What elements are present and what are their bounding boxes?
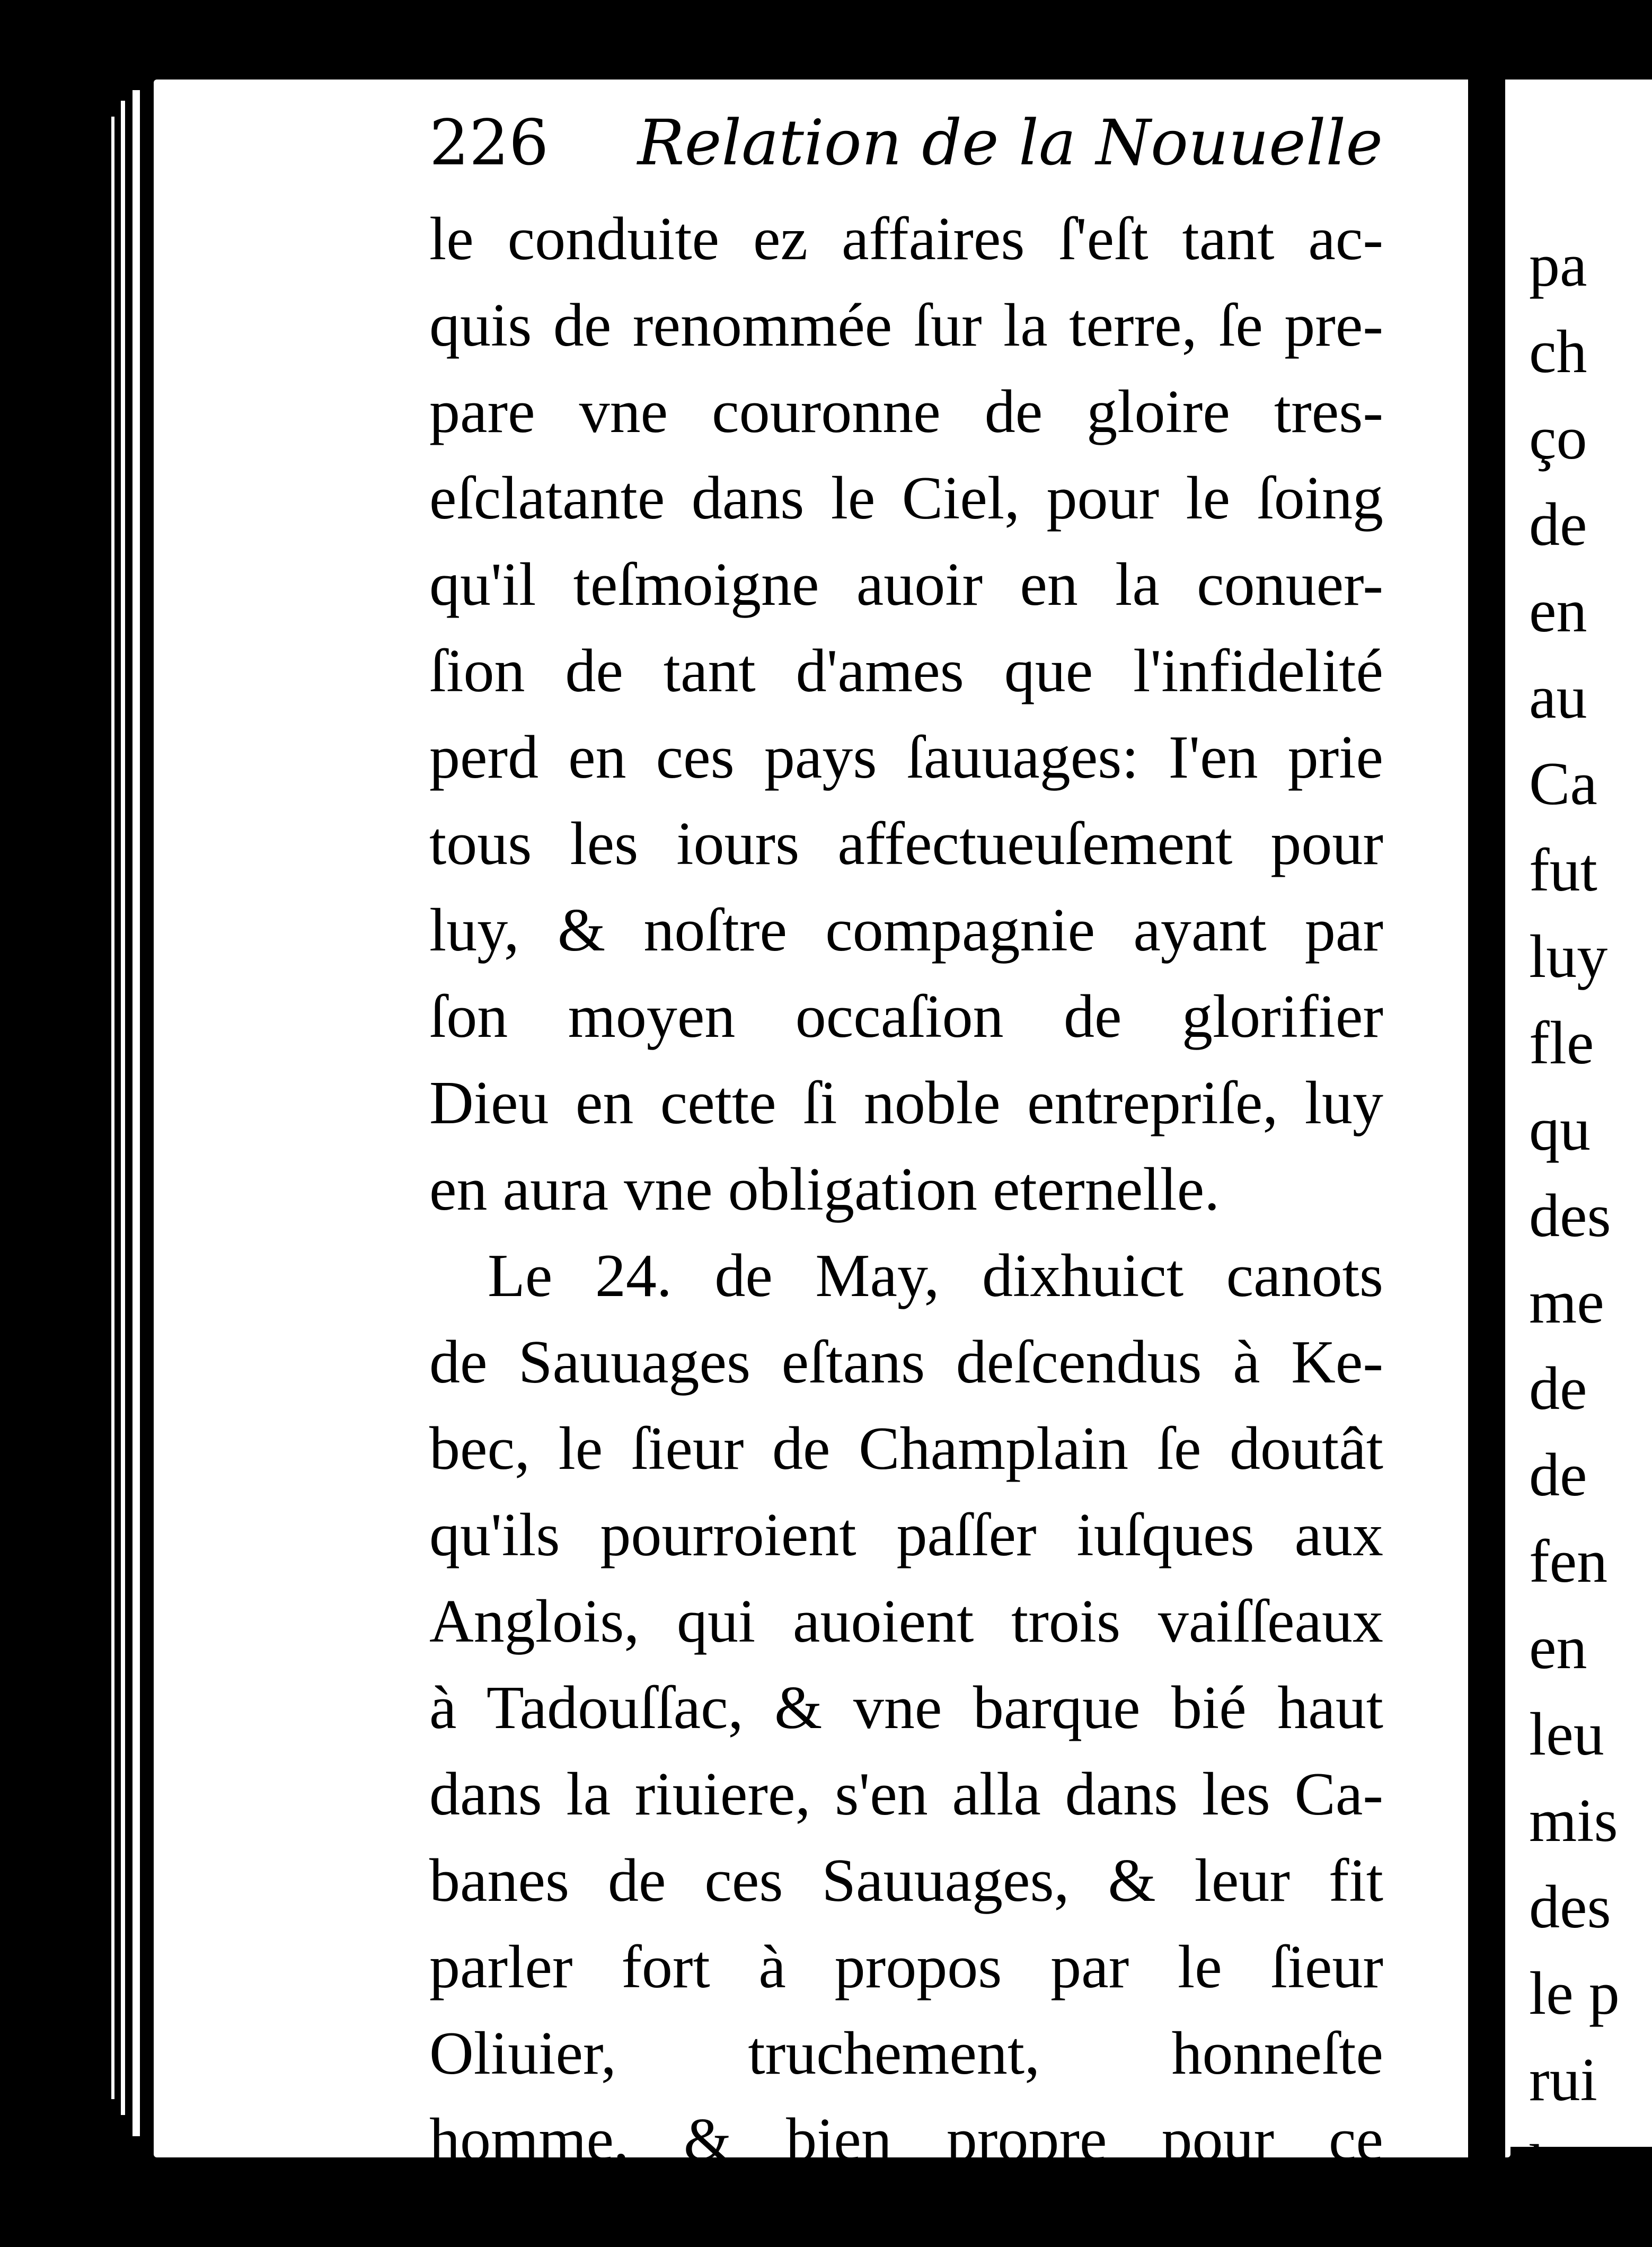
- text-line: pare vne couronne de gloire tres-: [429, 378, 1383, 446]
- page-edge: [111, 117, 114, 2099]
- fragment-line: de: [1529, 491, 1587, 559]
- text-line: qu'il teſmoigne auoir en la conuer-: [429, 551, 1383, 619]
- fragment-line: fen: [1529, 1528, 1608, 1596]
- text-line: Le 24. de May, dixhuict canots: [488, 1242, 1383, 1310]
- fragment-line: fut: [1529, 836, 1597, 904]
- text-line: ſon moyen occaſion de glorifier: [429, 983, 1383, 1051]
- page-edge: [121, 101, 125, 2115]
- fragment-line: des: [1529, 1182, 1611, 1250]
- fragment-line: fle: [1529, 1009, 1594, 1077]
- text-line: Anglois, qui auoient trois vaiſſeaux: [429, 1588, 1383, 1655]
- text-line: en aura vne obligation eternelle.: [429, 1156, 1220, 1223]
- fragment-line: de: [1529, 1441, 1587, 1509]
- running-title: Relation de la Nouuelle: [637, 106, 1383, 179]
- text-line: dans la riuiere, s'en alla dans les Ca-: [429, 1760, 1383, 1828]
- text-line: banes de ces Sauuages, & leur fit: [429, 1847, 1383, 1915]
- text-line: à Tadouſſac, & vne barque bié haut: [429, 1674, 1383, 1742]
- text-line: luy, & noſtre compagnie ayant par: [429, 896, 1383, 964]
- text-line: ſion de tant d'ames que l'infidelité: [429, 637, 1383, 705]
- fragment-line: luy: [1529, 923, 1608, 991]
- fragment-line: au: [1529, 664, 1587, 732]
- text-line: parler fort à propos par le ſieur: [429, 1933, 1383, 2001]
- fragment-line: rui: [1529, 2046, 1597, 2114]
- main-text-block: [429, 196, 1383, 2183]
- fragment-line: Ca: [1529, 750, 1597, 818]
- fragment-line: qu: [1529, 1096, 1591, 1164]
- text-line: quis de renommée ſur la terre, ſe pre-: [429, 292, 1383, 359]
- fragment-line: en: [1529, 1614, 1587, 1682]
- text-line: homme, & bien propre pour ce: [429, 2106, 1383, 2174]
- fragment-line: le p: [1529, 1960, 1620, 2028]
- text-line: eſclatante dans le Ciel, pour le ſoing: [429, 464, 1383, 532]
- fragment-line: ch: [1529, 318, 1587, 386]
- text-line: Oliuier, truchement, honneſte: [429, 2020, 1383, 2087]
- text-line: Dieu en cette ſi noble entrepriſe, luy: [429, 1069, 1383, 1137]
- text-line: de Sauuages eſtans deſcendus à Ke-: [429, 1328, 1383, 1396]
- page-edge: [132, 90, 140, 2136]
- fragment-line: en: [1529, 577, 1587, 645]
- text-line: qu'ils pourroient paſſer iuſques aux: [429, 1501, 1383, 1569]
- page-number: 226: [429, 106, 549, 179]
- fragment-line: ço: [1529, 404, 1587, 472]
- fragment-line: me: [1529, 1268, 1604, 1336]
- text-line: perd en ces pays ſauuages: I'en prie: [429, 724, 1383, 791]
- fragment-line: ho: [1529, 2133, 1591, 2200]
- text-line: tous les iours affectueuſement pour: [429, 810, 1383, 878]
- book-gutter: [1468, 80, 1505, 2173]
- right-page-text-fragments: [1529, 223, 1652, 2210]
- fragment-line: mis: [1529, 1787, 1618, 1855]
- fragment-line: des: [1529, 1873, 1611, 1941]
- fragment-line: leu: [1529, 1700, 1604, 1768]
- fragment-line: de: [1529, 1355, 1587, 1423]
- page-header: [429, 106, 1383, 179]
- text-line: bec, le ſieur de Champlain ſe doutât: [429, 1415, 1383, 1483]
- text-line: le conduite ez affaires ſ'eſt tant ac-: [429, 205, 1383, 273]
- fragment-line: pa: [1529, 232, 1587, 299]
